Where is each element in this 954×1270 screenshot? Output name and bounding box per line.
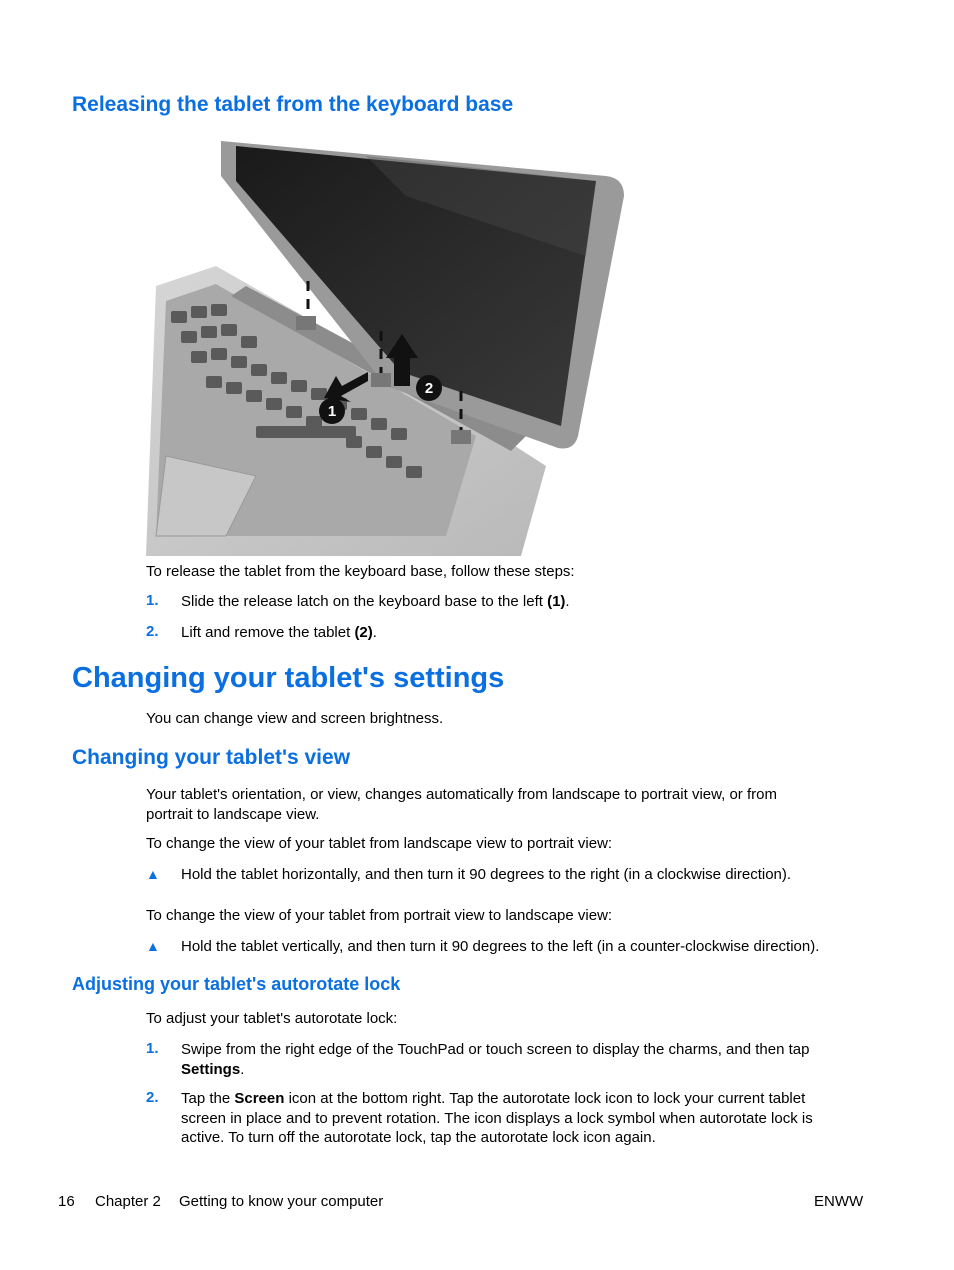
chapter-heading-settings: Changing your tablet's settings — [72, 662, 505, 694]
footer-chapter-title: Getting to know your computer — [179, 1193, 384, 1210]
autorotate-step-2-number: 2. — [146, 1089, 159, 1106]
latch-center — [371, 373, 391, 387]
view-para-1: Your tablet's orientation, or view, changes automatically from landscape to portrait view, or from portrait to landscape view. — [146, 786, 777, 823]
releasing-step-1-number: 1. — [146, 592, 159, 609]
autorotate-intro: To adjust your tablet's autorotate lock: — [146, 1010, 398, 1027]
section-heading-autorotate: Adjusting your tablet's autorotate lock — [72, 974, 401, 994]
section-heading-releasing: Releasing the tablet from the keyboard base — [72, 93, 514, 116]
callout-2-label: 2 — [424, 380, 434, 397]
bullet-triangle-icon: ▲ — [146, 938, 160, 954]
releasing-step-2-number: 2. — [146, 623, 159, 640]
view-para-3: To change the view of your tablet from portrait view to landscape view: — [146, 907, 613, 924]
view-bullet-2: Hold the tablet vertically, and then turn it 90 degrees to the left (in a counter-clockwise direction). — [181, 938, 820, 955]
autorotate-step-1: Swipe from the right edge of the TouchPad or touch screen to display the charms, and then tap Settings. — [181, 1041, 810, 1078]
view-para-2: To change the view of your tablet from landscape view to portrait view: — [146, 835, 613, 852]
footer-locale: ENWW — [814, 1193, 864, 1210]
callout-1-label: 1 — [327, 403, 337, 420]
releasing-intro: To release the tablet from the keyboard base, follow these steps: — [146, 563, 575, 580]
view-bullet-1: Hold the tablet horizontally, and then turn it 90 degrees to the right (in a clockwise direction). — [181, 866, 792, 883]
releasing-step-2: Lift and remove the tablet (2). — [181, 624, 377, 641]
bullet-triangle-icon: ▲ — [146, 866, 160, 882]
latch-right — [451, 430, 471, 444]
footer-chapter: Chapter 2 — [95, 1193, 161, 1210]
releasing-step-1: Slide the release latch on the keyboard base to the left (1). — [181, 593, 570, 610]
section-heading-view: Changing your tablet's view — [72, 746, 351, 769]
tablet-release-illustration — [146, 136, 626, 556]
settings-intro: You can change view and screen brightness. — [146, 710, 444, 727]
footer-page-number: 16 — [58, 1193, 75, 1210]
autorotate-step-1-number: 1. — [146, 1040, 159, 1057]
latch-left — [296, 316, 316, 330]
autorotate-step-2: Tap the Screen icon at the bottom right. Tap the autorotate lock icon to lock your current tablet screen in place and to prevent rotation. The icon displays a lock symbol when autorotate lock is active. To turn off the autorotate lock, tap the autorotate lock icon again. — [181, 1090, 813, 1146]
